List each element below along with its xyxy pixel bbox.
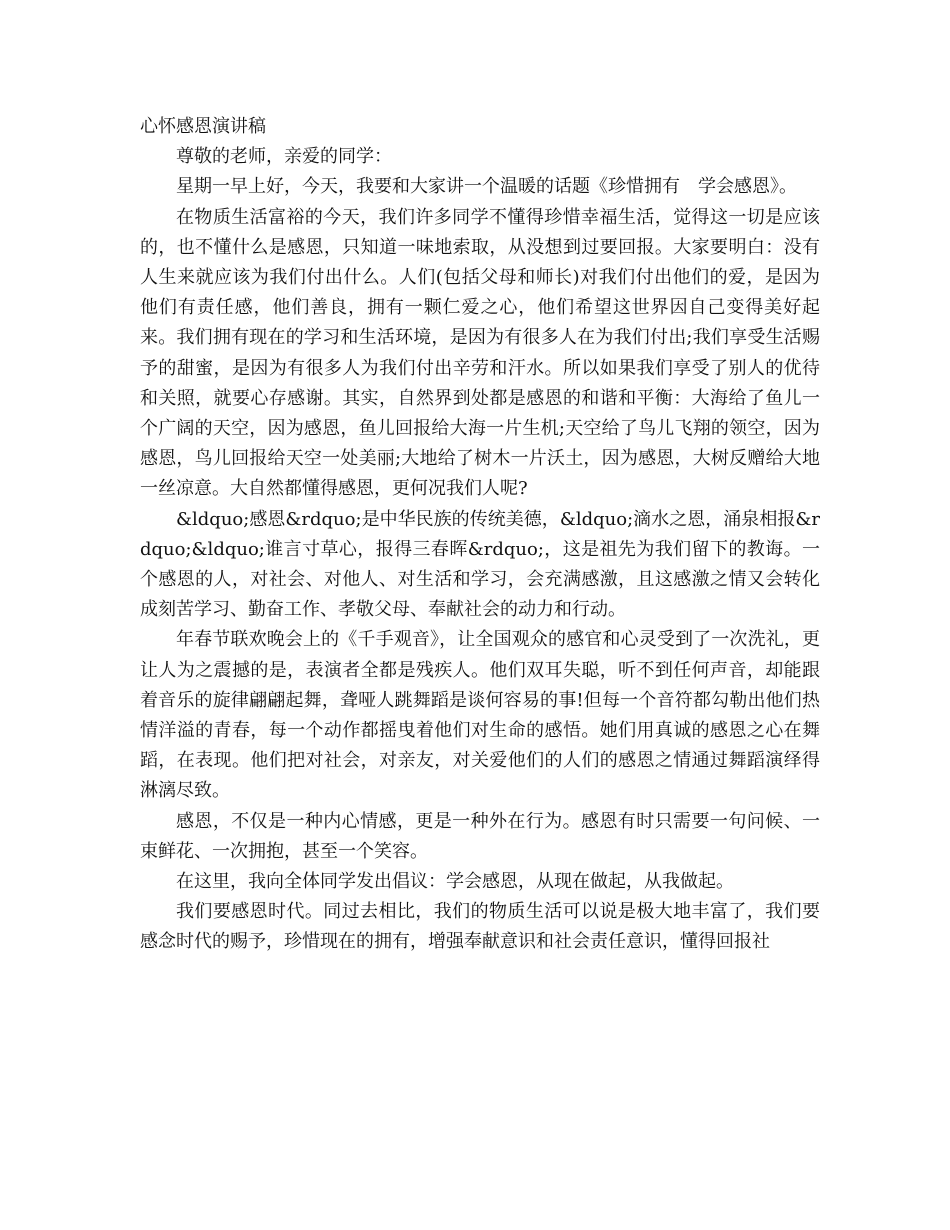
document-title: 心怀感恩演讲稿 (140, 116, 266, 137)
body-paragraph: 在这里，我向全体同学发出倡议：学会感恩，从现在做起，从我做起。 (176, 871, 734, 893)
body-paragraph: 年春节联欢晚会上的《千手观音》，让全国观众的感官和心灵受到了一次洗礼，更让人为之震撼的是，表演者全都是残疾人。他们双耳失聪，听不到任何声音，却能跟着音乐的旋律翩翩起舞，聋哑人跳舞蹈是谈何容易的事!但每一个音符都勾勒出他们热情洋溢的青春，每一个动作都摇曳着他们对生命的感悟。她们用真诚的感恩之心在舞蹈，在表现。他们把对社会，对亲友，对关爱他们的人们的感恩之情通过舞蹈演绎得淋漓尽致。 (140, 629, 820, 802)
body-paragraph: 星期一早上好，今天，我要和大家讲一个温暖的话题《珍惜拥有 学会感恩》。 (176, 176, 797, 198)
body-paragraph: 在物质生活富裕的今天，我们许多同学不懂得珍惜幸福生活，觉得这一切是应该的，也不懂什么是感恩，只知道一味地索取，从没想到过要回报。大家要明白：没有人生来就应该为我们付出什么。人们(包括父母和师长)对我们付出他们的爱，是因为他们有责任感，他们善良，拥有一颗仁爱之心，他们希望这世界因自己变得美好起来。我们拥有现在的学习和生活环境，是因为有很多人在为我们付出;我们享受生活赐予的甜蜜，是因为有很多人为我们付出辛劳和汗水。所以如果我们享受了别人的优待和关照，就要心存感谢。其实，自然界到处都是感恩的和谐和平衡：大海给了鱼儿一个广阔的天空，因为感恩，鱼儿回报给大海一片生机;天空给了鸟儿飞翔的领空，因为感恩，鸟儿回报给天空一处美丽;大地给了树木一片沃土，因为感恩，大树反赠给大地一丝凉意。大自然都懂得感恩，更何况我们人呢? (140, 206, 820, 500)
document-page (140, 112, 820, 958)
body-paragraph: &ldquo;感恩&rdquo;是中华民族的传统美德，&ldquo;滴水之恩，涌泉相报&rdquo;&ldquo;谁言寸草心，报得三春晖&rdquo;，这是祖先为我们留下的教诲。一个感恩的人，对社会、对他人、对生活和学习，会充满感激，且这感激之情又会转化成刻苦学习、勤奋工作、孝敬父母、奉献社会的动力和行动。 (140, 508, 820, 621)
body-paragraph: 感恩，不仅是一种内心情感，更是一种外在行为。感恩有时只需要一句问候、一束鲜花、一次拥抱，甚至一个笑容。 (140, 810, 820, 862)
body-paragraph: 我们要感恩时代。同过去相比，我们的物质生活可以说是极大地丰富了，我们要感念时代的赐予，珍惜现在的拥有，增强奉献意识和社会责任意识，懂得回报社 (140, 901, 820, 953)
salutation-paragraph: 尊敬的老师，亲爱的同学： (176, 146, 392, 168)
